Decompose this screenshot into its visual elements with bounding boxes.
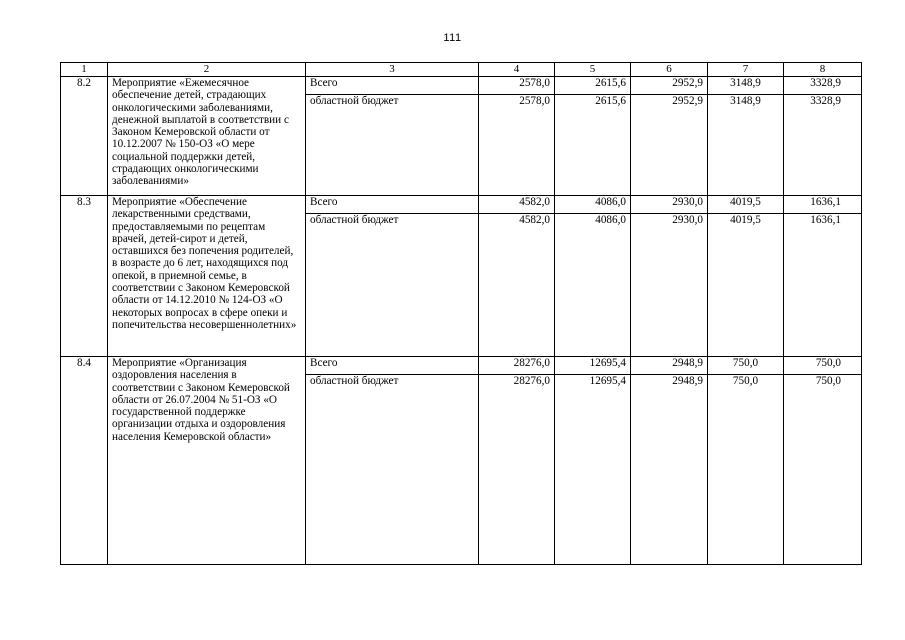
table-row [61, 77, 862, 95]
source-label: областной бюджет [306, 214, 479, 357]
column-header: 4 [479, 63, 555, 77]
value-cell: 750,0 [784, 357, 862, 375]
page-number: 111 [443, 32, 462, 44]
value-cell: 1636,1 [784, 196, 862, 214]
value-cell: 1636,1 [784, 214, 862, 357]
row-number: 8.3 [61, 196, 108, 357]
source-label: Всего [306, 196, 479, 214]
column-header: 1 [61, 63, 108, 77]
value-cell: 4582,0 [479, 214, 555, 357]
row-description: Мероприятие «Организация оздоровления населения в соответствии с Законом Кемеровской области от 26.07.2004 № 51-ОЗ «О государственной поддержке организации отдыха и оздоровления населения Кемеровской области» [108, 357, 306, 565]
value-cell: 3328,9 [784, 95, 862, 196]
value-cell: 4019,5 [708, 196, 784, 214]
source-label: Всего [306, 357, 479, 375]
row-number: 8.4 [61, 357, 108, 565]
table-row [61, 357, 862, 375]
value-cell: 2578,0 [479, 77, 555, 95]
column-header: 3 [306, 63, 479, 77]
value-cell: 2930,0 [631, 196, 708, 214]
value-cell: 3148,9 [708, 77, 784, 95]
value-cell: 2930,0 [631, 214, 708, 357]
table-header-row [61, 63, 862, 77]
budget-table [60, 62, 862, 565]
column-header: 8 [784, 63, 862, 77]
value-cell: 12695,4 [555, 375, 631, 565]
value-cell: 3328,9 [784, 77, 862, 95]
value-cell: 28276,0 [479, 357, 555, 375]
value-cell: 750,0 [784, 375, 862, 565]
value-cell: 28276,0 [479, 375, 555, 565]
value-cell: 2948,9 [631, 375, 708, 565]
value-cell: 2952,9 [631, 95, 708, 196]
column-header: 6 [631, 63, 708, 77]
value-cell: 12695,4 [555, 357, 631, 375]
source-label: областной бюджет [306, 375, 479, 565]
value-cell: 4019,5 [708, 214, 784, 357]
value-cell: 3148,9 [708, 95, 784, 196]
value-cell: 2578,0 [479, 95, 555, 196]
column-header: 2 [108, 63, 306, 77]
value-cell: 2948,9 [631, 357, 708, 375]
source-label: областной бюджет [306, 95, 479, 196]
row-description: Мероприятие «Ежемесячное обеспечение детей, страдающих онкологическими заболеваниями, денежной выплатой в соответствии с Законом Кемеровской области от 10.12.2007 № 150-ОЗ «О мере социальной поддержки детей, страдающих онкологическими заболеваниями» [108, 77, 306, 196]
value-cell: 2615,6 [555, 77, 631, 95]
value-cell: 2615,6 [555, 95, 631, 196]
column-header: 7 [708, 63, 784, 77]
row-number: 8.2 [61, 77, 108, 196]
table-row [61, 196, 862, 214]
value-cell: 4086,0 [555, 196, 631, 214]
value-cell: 2952,9 [631, 77, 708, 95]
value-cell: 4086,0 [555, 214, 631, 357]
value-cell: 4582,0 [479, 196, 555, 214]
source-label: Всего [306, 77, 479, 95]
value-cell: 750,0 [708, 357, 784, 375]
row-description: Мероприятие «Обеспечение лекарственными средствами, предоставляемыми по рецептам врачей, детей-сирот и детей, оставшихся без попечения родителей, в возрасте до 6 лет, находящихся под опекой, в приемной семье, в соответствии с Законом Кемеровской области от 14.12.2010 № 124-ОЗ «О некоторых вопросах в сфере опеки и попечительства несовершеннолетних» [108, 196, 306, 357]
column-header: 5 [555, 63, 631, 77]
value-cell: 750,0 [708, 375, 784, 565]
